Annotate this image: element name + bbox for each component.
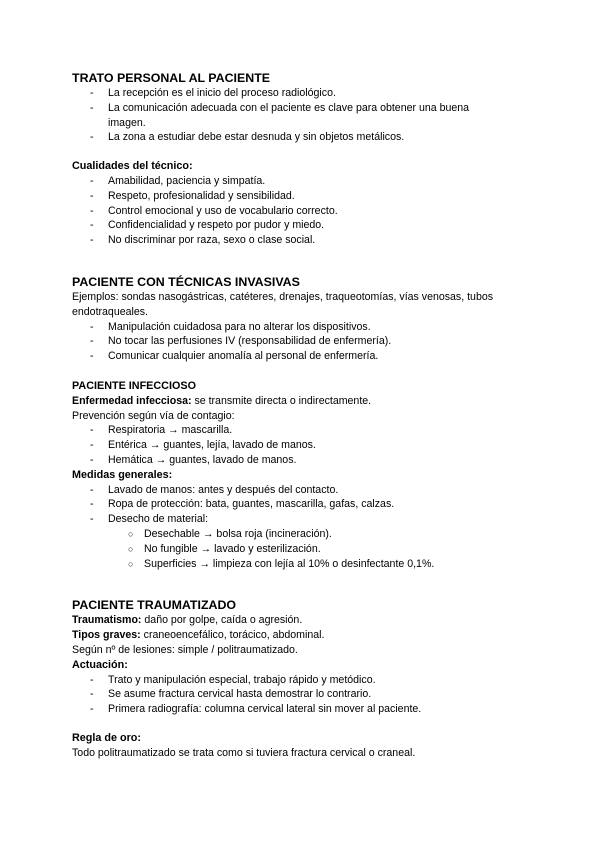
trauma-line: [72, 613, 532, 628]
section-title-traumatizado: PACIENTE TRAUMATIZADO: [72, 598, 237, 613]
list-item: - Control emocional y uso de vocabulario correcto.: [72, 204, 532, 219]
list-item: - Respeto, profesionalidad y sensibilidad.: [72, 189, 532, 204]
definition-label: Enfermedad infecciosa:: [72, 394, 192, 407]
definition-text: se transmite directa o indirectamente.: [191, 394, 372, 407]
types-label: Tipos graves:: [72, 629, 141, 642]
list-item: - Amabilidad, paciencia y simpatía.: [72, 174, 532, 189]
types-text: craneoencefálico, torácico, abdominal.: [140, 629, 325, 642]
subheading-actuacion: Actuación:: [72, 658, 128, 671]
list-item: - Entérica → guantes, lejía, lavado de manos.: [72, 438, 532, 453]
list-item: - No tocar las perfusiones IV (responsabilidad de enfermería).: [72, 334, 532, 349]
list-item: - Manipulación cuidadosa para no alterar los dispositivos.: [72, 320, 532, 335]
types-line: [72, 628, 532, 643]
section-title-infeccioso: PACIENTE INFECCIOSO: [72, 379, 196, 392]
rule-text: Todo politraumatizado se trata como si tuviera fractura cervical o craneal.: [72, 746, 416, 759]
list-item: - Ropa de protección: bata, guantes, mascarilla, gafas, calzas.: [72, 497, 532, 512]
list-item: - Trato y manipulación especial, trabajo rápido y metódico.: [72, 673, 532, 688]
definition-line: [72, 394, 532, 409]
list-item: - No discriminar por raza, sexo o clase social.: [72, 233, 532, 248]
list-item: - La zona a estudiar debe estar desnuda y sin objetos metálicos.: [72, 130, 532, 145]
list-item: - Desecho de material:: [72, 512, 532, 527]
list-item: - Hemática → guantes, lavado de manos.: [72, 453, 532, 468]
list-item: - Confidencialidad y respeto por pudor y miedo.: [72, 218, 532, 233]
trauma-label: Traumatismo:: [72, 614, 142, 627]
section-title-trato-personal: TRATO PERSONAL AL PACIENTE: [72, 71, 271, 85]
subheading-medidas: Medidas generales:: [72, 468, 173, 481]
list-item: - Lavado de manos: antes y después del contacto.: [72, 483, 532, 498]
sub-list-item: ○ Superficies → limpieza con lejía al 10% o desinfectante 0,1%.: [72, 557, 532, 572]
list-item: - La comunicación adecuada con el paciente es clave para obtener una buena imagen.: [72, 101, 508, 131]
trauma-text: daño por golpe, caída o agresión.: [141, 614, 303, 627]
lesions-line: Según nº de lesiones: simple / politraumatizado.: [72, 643, 298, 656]
sub-list-item: ○ Desechable → bolsa roja (incineración).: [72, 527, 532, 542]
prevention-line: Prevención según vía de contagio:: [72, 409, 235, 422]
subheading-cualidades: Cualidades del técnico:: [72, 160, 193, 173]
list-item: - Comunicar cualquier anomalía al personal de enfermería.: [72, 349, 532, 364]
document-page: [72, 70, 532, 760]
subheading-regla-de-oro: Regla de oro:: [72, 731, 141, 744]
list-item: - Respiratoria → mascarilla.: [72, 423, 532, 438]
section-title-tecnicas-invasivas: PACIENTE CON TÉCNICAS INVASIVAS: [72, 274, 300, 289]
sub-list-item: ○ No fungible → lavado y esterilización.: [72, 542, 532, 557]
list-item: - Primera radiografía: columna cervical lateral sin mover al paciente.: [72, 702, 532, 717]
list-item: - La recepción es el inicio del proceso radiológico.: [72, 86, 532, 101]
paragraph-ejemplos: Ejemplos: sondas nasogástricas, catéteres, drenajes, traqueotomías, vías venosas, tubos endotraqueales.: [72, 290, 494, 318]
list-item: - Se asume fractura cervical hasta demostrar lo contrario.: [72, 687, 532, 702]
